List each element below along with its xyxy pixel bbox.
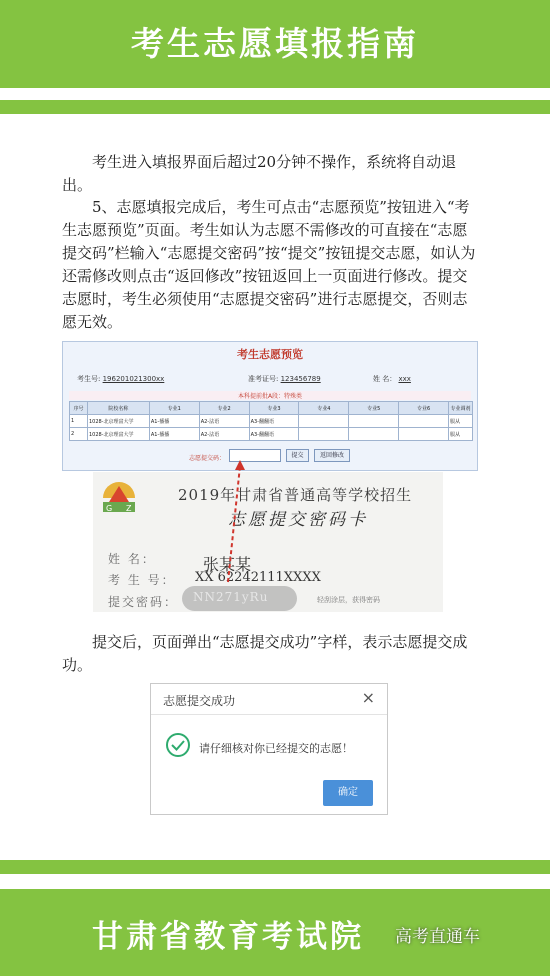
table-row — [70, 415, 473, 428]
header-banner — [0, 0, 550, 88]
volunteer-preview-window — [62, 341, 478, 471]
exam-number: 考生号: 196201021300xx — [77, 375, 165, 383]
dialog-message: 请仔细核对你已经提交的志愿！ — [199, 742, 353, 755]
svg-text:G: G — [106, 504, 113, 513]
card-name-label: 姓 名： — [108, 552, 156, 566]
back-edit-button[interactable]: 返回修改 — [314, 449, 350, 462]
cell — [349, 415, 399, 428]
dialog-divider — [151, 714, 387, 715]
preview-title: 考生志愿预览 — [237, 348, 303, 361]
col-header: 专业4 — [299, 402, 349, 415]
cell: A1-播播 — [149, 428, 199, 441]
col-header: 专业5 — [349, 402, 399, 415]
student-name: 姓 名： xxx — [373, 375, 411, 383]
card-subtitle: 志愿提交密码卡 — [228, 510, 368, 530]
col-header: 院校名称 — [87, 402, 149, 415]
password-input[interactable] — [229, 449, 281, 462]
paragraph-success: 提交后，页面弹出“志愿提交成功”字样，表示志愿提交成功。 — [62, 633, 468, 674]
success-dialog — [150, 683, 388, 815]
col-header: 专业6 — [399, 402, 449, 415]
col-header: 序号 — [70, 402, 88, 415]
cell: 1 — [70, 415, 88, 428]
card-name: 张某某 — [203, 555, 252, 574]
divider-stripe — [0, 100, 550, 114]
watermark: 高考直通车 — [395, 927, 480, 947]
cell: 2 — [70, 428, 88, 441]
footer-title: 甘肃省教育考试院 — [92, 919, 364, 955]
close-icon[interactable]: × — [361, 688, 375, 707]
col-header: 专业调剂 — [449, 402, 473, 415]
paragraph-submit: 5、志愿填报完成后，考生可点击“志愿预览”按钮进入“考生志愿预览”页面。考生如认为志愿不需修改的可直接在“志愿提交码”栏输入“志愿提交密码”按“提交”按钮提交志愿，如认为还需修改则点击“返回修改”按钮返回上一页面进行修改。提交志愿时，考生必须使用“志愿提交密码”进行志愿提交，否则志愿无效。 — [62, 198, 476, 331]
card-hint: 轻刮涂层，获得密码 — [317, 596, 380, 604]
col-header: 专业1 — [149, 402, 199, 415]
paragraph-timeout: 考生进入填报界面后超过20分钟不操作，系统将自动退出。 — [62, 153, 457, 194]
check-circle-icon — [165, 732, 191, 758]
cell — [349, 428, 399, 441]
ticket-number: 准考证号: 123456789 — [248, 375, 321, 383]
submit-button[interactable]: 提交 — [286, 449, 309, 462]
ok-button[interactable]: 确定 — [323, 780, 373, 806]
svg-text:Z: Z — [126, 504, 132, 513]
cell: A2-法语 — [199, 415, 249, 428]
cell — [299, 428, 349, 441]
cell: A1-播播 — [149, 415, 199, 428]
col-header: 专业3 — [249, 402, 299, 415]
preview-table — [69, 401, 473, 441]
table-row — [70, 428, 473, 441]
card-code-label: 提交密码： — [108, 595, 179, 609]
card-title: 2019年甘肃省普通高等学校招生 — [178, 486, 413, 504]
card-exam-number: XX 62242111XXXX — [195, 570, 321, 585]
cell — [299, 415, 349, 428]
batch-label: 本科提前批A段：特殊类 — [69, 391, 471, 400]
dialog-title: 志愿提交成功 — [163, 694, 236, 708]
divider-stripe-bottom — [0, 860, 550, 874]
cell: 1028-北京理富大学 — [87, 428, 149, 441]
page-title: 考生志愿填报指南 — [131, 24, 419, 63]
password-card — [93, 472, 443, 612]
cell — [399, 428, 449, 441]
cell — [399, 415, 449, 428]
cell: A3-翻翻语 — [249, 428, 299, 441]
gz-logo-icon — [101, 480, 137, 514]
cell: 服从 — [449, 415, 473, 428]
cell: A3-翻翻语 — [249, 415, 299, 428]
cell: A2-法语 — [199, 428, 249, 441]
cell: 1028-北京理富大学 — [87, 415, 149, 428]
card-exam-label: 考 生 号： — [108, 573, 176, 587]
table-header-row — [70, 402, 473, 415]
password-label: 志愿提交码： — [189, 455, 226, 462]
cell: 服从 — [449, 428, 473, 441]
col-header: 专业2 — [199, 402, 249, 415]
card-code: NN271yRu — [193, 590, 269, 604]
